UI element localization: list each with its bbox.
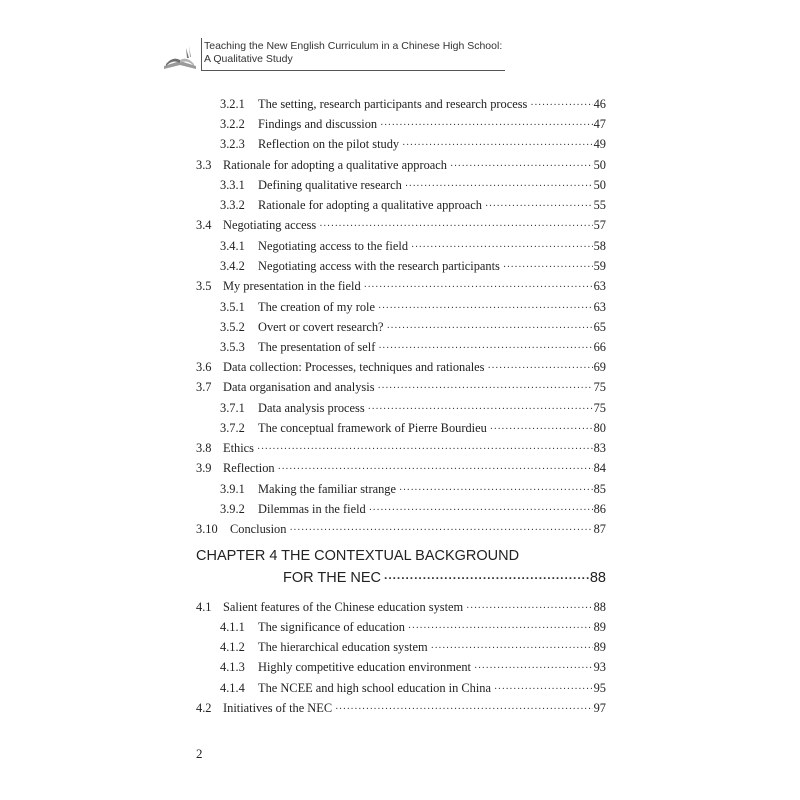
toc-entry-number: 4.2 <box>196 701 212 715</box>
dot-leader <box>408 619 593 639</box>
toc-entry-page: 57 <box>593 218 606 232</box>
toc-entry[interactable] <box>220 398 606 418</box>
toc-entry-title: The creation of my role <box>258 300 375 314</box>
dot-leader <box>530 96 592 116</box>
toc-entry[interactable] <box>196 519 606 539</box>
toc-entry-number: 3.5 <box>196 279 212 293</box>
page-number: 2 <box>196 746 203 761</box>
toc-entry-number: 3.2.3 <box>220 137 245 151</box>
chapter-heading-title: FOR THE NEC <box>283 570 382 586</box>
toc-entry-number: 4.1.1 <box>220 620 245 634</box>
toc-entry-number: 3.2.1 <box>220 97 245 111</box>
dot-leader <box>411 238 593 258</box>
dot-leader <box>494 680 593 700</box>
toc-entry-page: 66 <box>593 340 606 354</box>
toc-entry-page: 50 <box>593 158 606 172</box>
toc-entry-title: Salient features of the Chinese education system <box>223 600 464 614</box>
toc-entry[interactable] <box>196 698 606 718</box>
toc-entry-page: 84 <box>593 461 606 475</box>
toc-entry-title: Rationale for adopting a qualitative approach <box>258 198 482 212</box>
dot-leader <box>364 278 593 298</box>
toc-entry-number: 3.8 <box>196 441 212 455</box>
toc-entry-page: 83 <box>593 441 606 455</box>
toc-entry[interactable] <box>196 155 606 175</box>
toc-entry[interactable] <box>196 438 606 458</box>
toc-entry[interactable] <box>220 337 606 357</box>
toc-entry[interactable] <box>220 678 606 698</box>
toc-entry-page: 80 <box>593 421 606 435</box>
toc-entry[interactable] <box>220 256 606 276</box>
dot-leader <box>466 599 592 619</box>
toc-entry-number: 3.9 <box>196 461 212 475</box>
toc-entry-page: 47 <box>593 117 606 131</box>
dot-leader <box>378 379 593 399</box>
toc-entry-title: Reflection on the pilot study <box>258 137 400 151</box>
toc-entry[interactable] <box>196 458 606 478</box>
toc-entry-page: 87 <box>593 522 606 536</box>
toc-entry[interactable] <box>220 479 606 499</box>
toc-entry[interactable] <box>220 134 606 154</box>
dot-leader <box>289 521 592 541</box>
dot-leader <box>488 359 593 379</box>
toc-entry-page: 75 <box>593 401 606 415</box>
toc-entry-page: 63 <box>593 279 606 293</box>
toc-entry-number: 3.7.2 <box>220 421 245 435</box>
toc-entry-number: 4.1 <box>196 600 212 614</box>
toc-entry-title: The NCEE and high school education in China <box>258 681 491 695</box>
toc-entry-number: 3.4.2 <box>220 259 245 273</box>
toc-entry-title: My presentation in the field <box>223 279 361 293</box>
toc-entry-number: 3.3.1 <box>220 178 245 192</box>
toc-entry[interactable] <box>220 236 606 256</box>
toc-entry-title: Making the familiar strange <box>258 482 396 496</box>
toc-entry-title: Findings and discussion <box>258 117 378 131</box>
toc-entry[interactable] <box>220 657 606 677</box>
toc-entry-page: 85 <box>593 482 606 496</box>
toc-entry-number: 3.10 <box>196 522 218 536</box>
toc-entry-page: 46 <box>593 97 606 111</box>
toc-entry-number: 3.2.2 <box>220 117 245 131</box>
dot-leader <box>335 700 593 720</box>
toc-entry-page: 65 <box>593 320 606 334</box>
toc-entry-number: 3.7.1 <box>220 401 245 415</box>
header-title-line-1: Teaching the New English Curriculum in a Chinese High School: <box>204 40 503 52</box>
dot-leader <box>431 639 593 659</box>
toc-entry[interactable] <box>220 94 606 114</box>
dot-leader <box>278 460 593 480</box>
toc-entry-title: Data analysis process <box>258 401 365 415</box>
dot-leader <box>378 299 593 319</box>
toc-entry-page: 89 <box>593 620 606 634</box>
dot-leader <box>490 420 593 440</box>
toc-entry-page: 58 <box>593 239 606 253</box>
toc-entry-page: 97 <box>593 701 606 715</box>
toc-entry-number: 4.1.2 <box>220 640 245 654</box>
toc-entry-title: Ethics <box>223 441 254 455</box>
toc-entry-page: 88 <box>593 600 606 614</box>
dot-leader <box>450 157 593 177</box>
dot-leader <box>257 440 593 460</box>
toc-entry-page: 50 <box>593 178 606 192</box>
dot-leader <box>368 400 593 420</box>
dot-leader <box>319 217 592 237</box>
toc-entry-title: Conclusion <box>230 522 287 536</box>
toc-entry[interactable] <box>196 276 606 296</box>
toc-entry-number: 3.4.1 <box>220 239 245 253</box>
toc-entry-page: 63 <box>593 300 606 314</box>
toc-entry-number: 3.4 <box>196 218 212 232</box>
toc-entry-number: 3.9.1 <box>220 482 245 496</box>
toc-entry[interactable] <box>220 418 606 438</box>
dot-leader <box>399 481 593 501</box>
toc-entry-title: The conceptual framework of Pierre Bourdieu <box>258 421 487 435</box>
toc-entry[interactable] <box>220 317 606 337</box>
dot-leader <box>474 659 593 679</box>
toc-entry-number: 3.5.1 <box>220 300 245 314</box>
dot-leader <box>402 136 593 156</box>
toc-entry-title: The significance of education <box>258 620 405 634</box>
dot-leader <box>369 501 593 521</box>
toc-entry[interactable] <box>196 377 606 397</box>
toc-entry[interactable] <box>220 195 606 215</box>
toc-entry-number: 3.7 <box>196 380 212 394</box>
dot-leader <box>405 177 593 197</box>
toc-entry-page: 89 <box>593 640 606 654</box>
toc-entry-title: Initiatives of the NEC <box>223 701 333 715</box>
toc-entry[interactable] <box>220 499 606 519</box>
toc-entry[interactable] <box>220 297 606 317</box>
toc-entry-number: 3.5.3 <box>220 340 245 354</box>
toc-entry-title: Dilemmas in the field <box>258 502 366 516</box>
toc-entry-title: Data collection: Processes, techniques and rationales <box>223 360 485 374</box>
toc-entry[interactable] <box>220 637 606 657</box>
toc-entry-page: 55 <box>593 198 606 212</box>
toc-entry[interactable] <box>220 114 606 134</box>
dot-leader <box>503 258 593 278</box>
toc-entry-number: 3.3 <box>196 158 212 172</box>
toc-entry-number: 3.6 <box>196 360 212 374</box>
toc-entry-number: 3.9.2 <box>220 502 245 516</box>
toc-entry-title: The setting, research participants and research process <box>258 97 528 111</box>
toc-entry[interactable] <box>220 175 606 195</box>
toc-entry-page: 59 <box>593 259 606 273</box>
toc-entry-page: 95 <box>593 681 606 695</box>
toc-entry-title: Negotiating access to the field <box>258 239 409 253</box>
toc-entry-page: 86 <box>593 502 606 516</box>
toc-entry-number: 4.1.4 <box>220 681 245 695</box>
dot-leader <box>380 116 593 136</box>
toc-entry-page: 75 <box>593 380 606 394</box>
toc-entry[interactable] <box>196 215 606 235</box>
dot-leader <box>378 339 592 359</box>
chapter-heading-page: 88 <box>589 570 606 586</box>
chapter-heading[interactable]: CHAPTER 4 THE CONTEXTUAL BACKGROUND <box>196 548 520 564</box>
toc-entry[interactable] <box>196 357 606 377</box>
toc-entry-page: 69 <box>593 360 606 374</box>
toc-entry[interactable] <box>196 597 606 617</box>
toc-entry-number: 3.5.2 <box>220 320 245 334</box>
toc-entry-title: Overt or covert research? <box>258 320 384 334</box>
dot-leader <box>387 319 593 339</box>
toc-entry-page: 93 <box>593 660 606 674</box>
toc-entry-page: 49 <box>593 137 606 151</box>
dot-leader <box>485 197 593 217</box>
toc-entry-title: Data organisation and analysis <box>223 380 375 394</box>
toc-entry[interactable] <box>220 617 606 637</box>
toc-entry-title: The presentation of self <box>258 340 376 354</box>
toc-entry-title: Negotiating access <box>223 218 317 232</box>
toc-entry-title: Highly competitive education environment <box>258 660 471 674</box>
dot-leader <box>384 571 589 585</box>
toc-entry-title: Defining qualitative research <box>258 178 402 192</box>
toc-entry-title: Rationale for adopting a qualitative approach <box>223 158 447 172</box>
toc-entry-title: The hierarchical education system <box>258 640 428 654</box>
toc-entry-title: Reflection <box>223 461 275 475</box>
toc-entry-number: 3.3.2 <box>220 198 245 212</box>
header-title-line-2: A Qualitative Study <box>204 53 293 65</box>
chapter-heading-continued[interactable] <box>283 570 606 586</box>
toc-entry-number: 4.1.3 <box>220 660 245 674</box>
toc-entry-title: Negotiating access with the research participants <box>258 259 500 273</box>
